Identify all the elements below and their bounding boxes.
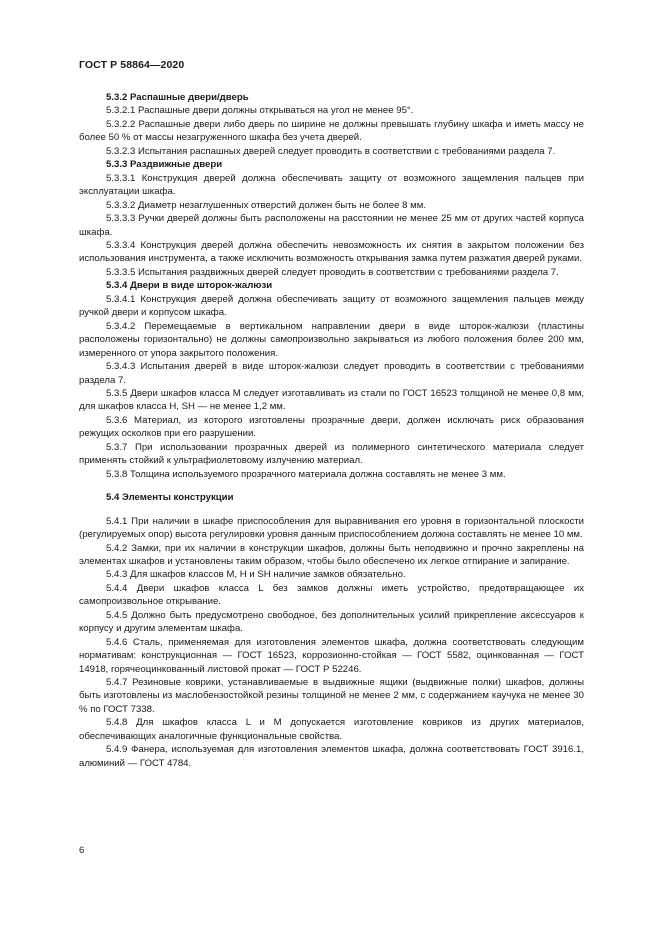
section-heading: 5.4 Элементы конструкции — [106, 492, 234, 504]
paragraph: 5.3.2.1 Распашные двери должны открываться на угол не менее 95°. — [106, 105, 414, 117]
paragraph: 5.3.2.2 Распашные двери либо дверь по ширине не должны превышать глубину шкафа и иметь массу не более 50 % от массы незагруженного шкафа без учета дверей. — [79, 118, 584, 144]
paragraph: 5.3.3.1 Конструкция дверей должна обеспечивать защиту от возможного защемления пальцев при эксплуатации шкафа. — [79, 172, 584, 198]
paragraph: 5.4.1 При наличии в шкафе приспособления для выравнивания его уровня в горизонтальной плоскости (регулируемых опор) высота регулировки уровня данным приспособлением должна составлять не менее 10 мм. — [79, 515, 584, 541]
paragraph: 5.4.4 Двери шкафов класса L без замков должны иметь устройство, предотвращающее их самопроизвольное открывание. — [79, 582, 584, 608]
paragraph: 5.4.8 Для шкафов класса L и М допускается изготовление ковриков из других материалов, обеспечивающих аналогичные функциональные свойства. — [79, 717, 584, 742]
paragraph: 5.3.3.3 Ручки дверей должны быть расположены на расстоянии не менее 25 мм от других частей корпуса шкафа. — [79, 213, 584, 238]
paragraph: 5.3.4.2 Перемещаемые в вертикальном направлении двери в виде шторок-жалюзи (пластины расположены горизонтально) не должны самопроизвольно закрываться из любого положения более 200 мм, измеренного от упора закрытого положения. — [79, 320, 584, 359]
paragraph: 5.3.2.3 Испытания распашных дверей следует проводить в соответствии с требованиями раздела 7. — [106, 145, 556, 157]
paragraph: 5.4.6 Сталь, применяемая для изготовления элементов шкафа, должна соответствовать следующим нормативам: конструкционная — ГОСТ 16523, коррозионно-стойкая — ГОСТ 5582, оцинкованная — ГОСТ 14918, горячеоцинкованный листовой прокат — ГОСТ Р 52246. — [79, 636, 584, 675]
paragraph: 5.4.9 Фанера, используемая для изготовления элементов шкафа, должна соответствовать ГОСТ 3916.1, алюминий — ГОСТ 4784. — [79, 744, 584, 769]
paragraph: 5.4.5 Должно быть предусмотрено свободное, без дополнительных усилий прикрепление аксессуаров к корпусу и другим элементам шкафа. — [79, 609, 584, 635]
paragraph: 5.3.3.5 Испытания раздвижных дверей следует проводить в соответствии с требованиями раздела 7. — [106, 266, 559, 278]
paragraph: 5.3.8 Толщина используемого прозрачного материала должна составлять не менее 3 мм. — [106, 468, 506, 480]
paragraph: 5.3.4.1 Конструкция дверей должна обеспечивать защиту от возможного защемления пальцев между ручкой двери и корпусом шкафа. — [79, 293, 584, 319]
document-body — [79, 91, 584, 770]
paragraph: 5.4.7 Резиновые коврики, устанавливаемые в выдвижные ящики (выдвижные полки) шкафов, должны быть изготовлены из маслобензостойкой резины толщиной не менее 2 мм, с содержанием каучука не менее 30 % по ГОСТ 7338. — [79, 677, 584, 715]
paragraph: 5.4.3 Для шкафов классов М, Н и SH наличие замков обязательно. — [106, 569, 406, 581]
paragraph: 5.3.3.2 Диаметр незаглушенных отверстий должен быть не более 8 мм. — [106, 199, 426, 211]
paragraph: 5.4.2 Замки, при их наличии в конструкции шкафов, должны быть неподвижно и прочно закреплены на элементах шкафов и установлены таким образом, чтобы было обеспечено их легкое отпирание и запирание. — [79, 542, 584, 567]
paragraph: 5.3.4.3 Испытания дверей в виде шторок-жалюзи следует проводить в соответствии с требованиями раздела 7. — [79, 361, 584, 386]
document-code-header: ГОСТ Р 58864—2020 — [79, 59, 185, 71]
paragraph: 5.3.3.4 Конструкция дверей должна обеспечить невозможность их снятия в закрытом положении без использования инструмента, а также исключить возможность открывания замка путем разжатия дверей руками. — [79, 239, 584, 265]
paragraph: 5.3.6 Материал, из которого изготовлены прозрачные двери, должен исключать риск образования режущих осколков при его разрушении. — [79, 414, 584, 440]
paragraph: 5.3.5 Двери шкафов класса М следует изготавливать из стали по ГОСТ 16523 толщиной не менее 0,8 мм, для шкафов класса Н, SH — не менее 1,2 мм. — [79, 387, 584, 413]
section-heading: 5.3.4 Двери в виде шторок-жалюзи — [106, 280, 273, 292]
page-number: 6 — [79, 845, 85, 856]
section-heading: 5.3.3 Раздвижные двери — [106, 159, 223, 171]
paragraph: 5.3.7 При использовании прозрачных дверей из полимерного синтетического материала следует применять стойкий к ультрафиолетовому излучению материал. — [79, 441, 584, 467]
section-heading: 5.3.2 Распашные двери/дверь — [106, 92, 249, 103]
